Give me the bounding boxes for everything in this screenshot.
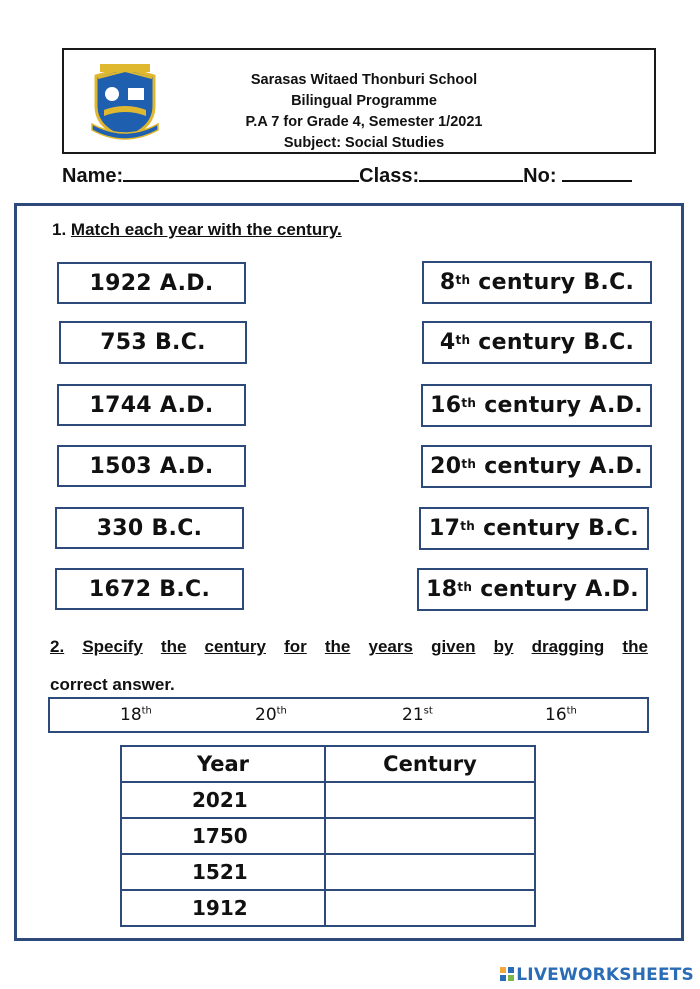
century-card[interactable]: 4 $^{th}$ century B.C.	[422, 321, 652, 364]
school-name: Sarasas Witaed Thonburi School	[250, 72, 478, 88]
course-info: P.A 7 for Grade 4, Semester 1/2021	[245, 114, 483, 130]
q2-heading	[50, 628, 648, 704]
watermark-text: LIVEWORKSHEETS	[516, 965, 694, 985]
q1-number: 1.	[52, 220, 67, 239]
q1-instruction: Match each year with the century.	[70, 220, 342, 239]
table-row	[121, 782, 535, 818]
subject-name: Subject: Social Studies	[283, 135, 445, 151]
q2-number: 2.	[50, 637, 65, 656]
no-label: No:	[523, 165, 557, 187]
century-card[interactable]: 18 $^{th}$ century A.D.	[417, 568, 648, 611]
century-column-header: Century	[325, 746, 535, 782]
year-column-header: Year	[121, 746, 325, 782]
liveworksheets-watermark	[500, 965, 694, 985]
century-table	[120, 745, 536, 927]
table-header-row	[121, 746, 535, 782]
year-card[interactable]: 1744 A.D.	[57, 384, 246, 426]
class-blank[interactable]	[419, 164, 523, 182]
q2-instruction-end: correct answer.	[50, 675, 175, 694]
century-drop-cell[interactable]	[325, 854, 535, 890]
school-crest-icon	[90, 62, 160, 142]
drag-option[interactable]: 21st	[402, 705, 433, 725]
q2-instruction-line: 2. Specify the century for the years given by dragging the	[50, 628, 648, 666]
century-drop-cell[interactable]	[325, 890, 535, 926]
no-blank[interactable]	[562, 164, 632, 182]
year-card[interactable]: 330 B.C.	[55, 507, 244, 549]
year-card[interactable]: 753 B.C.	[59, 321, 247, 364]
century-card[interactable]: 8 $^{th}$ century B.C.	[422, 261, 652, 304]
year-cell: 1750	[121, 818, 325, 854]
name-blank[interactable]	[123, 164, 359, 182]
header-box	[62, 48, 656, 154]
drag-option[interactable]: 20th	[255, 705, 287, 725]
table-row	[121, 890, 535, 926]
drag-option[interactable]: 18th	[120, 705, 152, 725]
table-row	[121, 854, 535, 890]
student-info-row	[62, 164, 662, 188]
year-cell: 1912	[121, 890, 325, 926]
table-row	[121, 818, 535, 854]
class-label: Class:	[359, 165, 420, 187]
century-card[interactable]: 16 $^{th}$ century A.D.	[421, 384, 652, 427]
name-label: Name:	[62, 165, 124, 187]
year-cell: 2021	[121, 782, 325, 818]
drag-option[interactable]: 16th	[545, 705, 577, 725]
century-card[interactable]: 20 $^{th}$ century A.D.	[421, 445, 652, 488]
programme-name: Bilingual Programme	[291, 93, 437, 109]
century-drop-cell[interactable]	[325, 818, 535, 854]
century-card[interactable]: 17 $^{th}$ century B.C.	[419, 507, 649, 550]
year-card[interactable]: 1672 B.C.	[55, 568, 244, 610]
year-card[interactable]: 1922 A.D.	[57, 262, 246, 304]
q1-heading	[52, 220, 342, 240]
century-drop-cell[interactable]	[325, 782, 535, 818]
answer-bank	[48, 697, 649, 733]
header-text	[194, 70, 534, 154]
year-cell: 1521	[121, 854, 325, 890]
liveworksheets-logo-icon	[500, 967, 514, 981]
year-card[interactable]: 1503 A.D.	[57, 445, 246, 487]
